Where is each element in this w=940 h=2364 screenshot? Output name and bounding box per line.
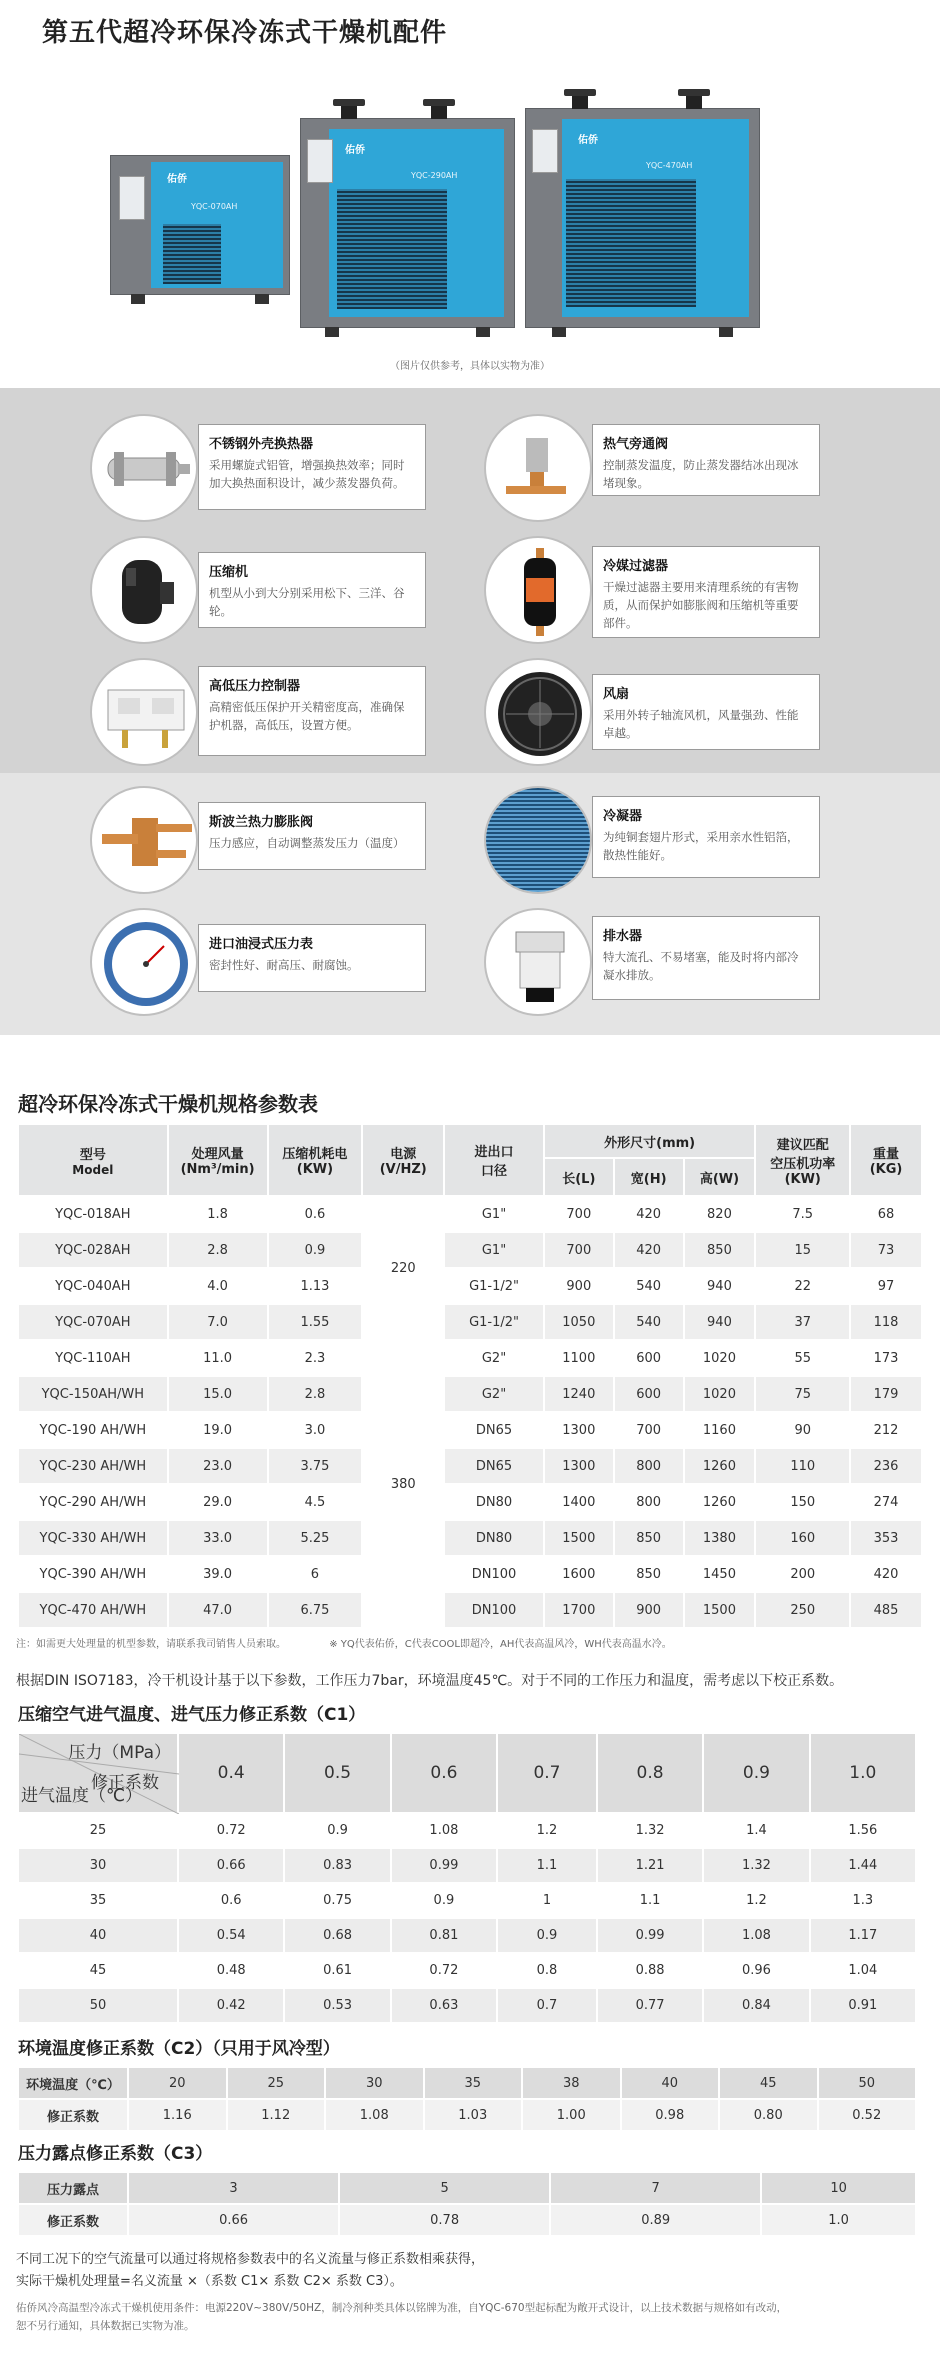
cell-weight: 212 (850, 1412, 922, 1448)
cell-compressor-power: 37 (755, 1304, 850, 1340)
cell-port: DN100 (444, 1556, 544, 1592)
c1-value: 1.1 (597, 1883, 703, 1918)
c1-value: 1.04 (810, 1953, 916, 1988)
model-label: YQC-470AH (646, 161, 693, 170)
cell-flow: 11.0 (168, 1340, 268, 1376)
c1-pressure-label: 压力（MPa） (68, 1743, 171, 1763)
cell-compressor-power: 160 (755, 1520, 850, 1556)
c1-value: 1.32 (597, 1813, 703, 1848)
c1-value: 1.21 (597, 1848, 703, 1883)
c2-factor: 1.12 (227, 2099, 326, 2131)
table-row (18, 1883, 916, 1918)
cell-model: YQC-470 AH/WH (18, 1592, 168, 1628)
footer-line-4: 恕不另行通知，具体数据已实物为准。 (16, 2320, 195, 2332)
c1-value: 0.42 (178, 1988, 284, 2023)
c1-value: 0.84 (703, 1988, 809, 2023)
dryer-machine-medium (300, 118, 515, 328)
table-row (18, 1448, 922, 1484)
cell-weight: 173 (850, 1340, 922, 1376)
dryer-machine-small (110, 155, 290, 295)
spec-notes (16, 1635, 712, 1650)
c3-dewpoint: 5 (339, 2172, 550, 2204)
c2-factor: 1.00 (522, 2099, 621, 2131)
heat-exchanger-icon (90, 414, 198, 522)
brand-logo: 佑侨 (578, 135, 598, 146)
c1-value: 0.72 (178, 1813, 284, 1848)
footer-line-1: 不同工况下的空气流量可以通过将规格参数表中的名义流量与修正系数相乘获得， (16, 2252, 485, 2267)
spec-table (17, 1123, 923, 1629)
c1-temp: 45 (18, 1953, 178, 1988)
header-power: 压缩机耗电 (KW) (268, 1124, 363, 1196)
table-row (18, 1520, 922, 1556)
c2-temp: 35 (424, 2067, 523, 2099)
c2-factor: 1.16 (128, 2099, 227, 2131)
cell-length: 1100 (544, 1340, 614, 1376)
c1-value: 1.08 (391, 1813, 497, 1848)
cell-length: 1400 (544, 1484, 614, 1520)
cell-model: YQC-150AH/WH (18, 1376, 168, 1412)
cell-length: 1600 (544, 1556, 614, 1592)
header-flow: 处理风量 (Nm³/min) (168, 1124, 268, 1196)
bypass-valve-icon (484, 414, 592, 522)
c2-temp: 30 (325, 2067, 424, 2099)
table-row (18, 1340, 922, 1376)
cell-flow: 4.0 (168, 1268, 268, 1304)
c2-temp: 38 (522, 2067, 621, 2099)
pressure-controller-icon (90, 658, 198, 766)
cell-flow: 7.0 (168, 1304, 268, 1340)
c1-pressure: 0.5 (284, 1733, 390, 1813)
c1-value: 1.56 (810, 1813, 916, 1848)
footer-line-3: 佑侨风冷高温型冷冻式干燥机使用条件：电源220V~380V/50HZ，制冷剂种类具体以铭牌为准，自YQC-670型起标配为敞开式设计，以上技术数据与规格如有改动， (16, 2302, 788, 2314)
cell-width: 600 (614, 1340, 684, 1376)
cell-length: 1300 (544, 1412, 614, 1448)
cell-compressor-power: 22 (755, 1268, 850, 1304)
model-label: YQC-070AH (191, 202, 238, 211)
c1-value: 0.61 (284, 1953, 390, 1988)
cell-width: 850 (614, 1520, 684, 1556)
cell-power: 5.25 (268, 1520, 363, 1556)
cell-length: 700 (544, 1232, 614, 1268)
cell-port: DN80 (444, 1520, 544, 1556)
cell-model: YQC-070AH (18, 1304, 168, 1340)
page-title: 第五代超冷环保冷冻式干燥机配件 (42, 18, 448, 48)
compressor-icon (90, 536, 198, 644)
cell-power: 0.6 (268, 1196, 363, 1232)
cell-height: 1020 (684, 1340, 756, 1376)
c3-dewpoint: 10 (761, 2172, 916, 2204)
cell-model: YQC-390 AH/WH (18, 1556, 168, 1592)
c3-factor: 0.89 (550, 2204, 761, 2236)
cell-port: G2" (444, 1340, 544, 1376)
c1-value: 1.08 (703, 1918, 809, 1953)
c1-temp: 40 (18, 1918, 178, 1953)
c1-factor-label: 修正系数 (91, 1773, 159, 1793)
cell-height: 1450 (684, 1556, 756, 1592)
cell-power: 1.13 (268, 1268, 363, 1304)
cell-weight: 274 (850, 1484, 922, 1520)
c1-value: 1.1 (497, 1848, 597, 1883)
table-row (18, 1196, 922, 1232)
cell-length: 1300 (544, 1448, 614, 1484)
c1-value: 0.99 (597, 1918, 703, 1953)
c2-temp-label: 环境温度（℃） (18, 2067, 128, 2099)
cell-model: YQC-330 AH/WH (18, 1520, 168, 1556)
cell-compressor-power: 7.5 (755, 1196, 850, 1232)
cell-model: YQC-040AH (18, 1268, 168, 1304)
header-compressor-power: 建议匹配 空压机功率 (KW) (755, 1124, 850, 1196)
cell-model: YQC-230 AH/WH (18, 1448, 168, 1484)
c2-title: 环境温度修正系数（C2）（只用于风冷型） (18, 2039, 340, 2059)
c1-value: 0.83 (284, 1848, 390, 1883)
cell-height: 1500 (684, 1592, 756, 1628)
c1-value: 1.17 (810, 1918, 916, 1953)
c2-temp: 40 (621, 2067, 720, 2099)
c1-value: 0.68 (284, 1918, 390, 1953)
cell-flow: 2.8 (168, 1232, 268, 1268)
cell-port: G1" (444, 1232, 544, 1268)
c2-temp: 45 (719, 2067, 818, 2099)
c1-value: 0.88 (597, 1953, 703, 1988)
c1-temp: 25 (18, 1813, 178, 1848)
cell-length: 1050 (544, 1304, 614, 1340)
cell-power: 4.5 (268, 1484, 363, 1520)
c1-pressure: 1.0 (810, 1733, 916, 1813)
cell-port: G1-1/2" (444, 1304, 544, 1340)
cell-weight: 485 (850, 1592, 922, 1628)
c1-pressure: 0.7 (497, 1733, 597, 1813)
cell-length: 1700 (544, 1592, 614, 1628)
c1-value: 0.7 (497, 1988, 597, 2023)
c1-value: 0.77 (597, 1988, 703, 2023)
table-row (18, 1412, 922, 1448)
cell-width: 600 (614, 1376, 684, 1412)
cell-port: G1" (444, 1196, 544, 1232)
cell-power: 2.8 (268, 1376, 363, 1412)
fan-icon (484, 658, 592, 766)
c3-factor: 0.78 (339, 2204, 550, 2236)
cell-flow: 23.0 (168, 1448, 268, 1484)
cell-weight: 118 (850, 1304, 922, 1340)
c2-temp: 25 (227, 2067, 326, 2099)
cell-weight: 420 (850, 1556, 922, 1592)
cell-compressor-power: 250 (755, 1592, 850, 1628)
cell-port: DN65 (444, 1448, 544, 1484)
cell-port: G1-1/2" (444, 1268, 544, 1304)
cell-compressor-power: 90 (755, 1412, 850, 1448)
cell-port: G2" (444, 1376, 544, 1412)
cell-flow: 39.0 (168, 1556, 268, 1592)
cell-height: 820 (684, 1196, 756, 1232)
brand-logo: 佑侨 (345, 145, 365, 156)
cell-width: 850 (614, 1556, 684, 1592)
cell-height: 1380 (684, 1520, 756, 1556)
cell-flow: 1.8 (168, 1196, 268, 1232)
c1-value: 0.9 (391, 1883, 497, 1918)
cell-model: YQC-110AH (18, 1340, 168, 1376)
c1-temp: 50 (18, 1988, 178, 2023)
c1-value: 0.75 (284, 1883, 390, 1918)
cell-compressor-power: 75 (755, 1376, 850, 1412)
cell-power: 6 (268, 1556, 363, 1592)
c3-title: 压力露点修正系数（C3） (18, 2144, 213, 2164)
cell-flow: 15.0 (168, 1376, 268, 1412)
c1-value: 1.44 (810, 1848, 916, 1883)
c1-value: 1.2 (703, 1883, 809, 1918)
dryer-machine-large (525, 108, 760, 328)
c2-factor: 0.98 (621, 2099, 720, 2131)
table-row (18, 1918, 916, 1953)
c1-value: 1.3 (810, 1883, 916, 1918)
spec-note: 注：如需更大处理量的机型参数，请联系我司销售人员索取。 (16, 1639, 286, 1650)
c1-value: 0.63 (391, 1988, 497, 2023)
c2-factor: 0.52 (818, 2099, 917, 2131)
c1-value: 0.72 (391, 1953, 497, 1988)
cell-length: 1240 (544, 1376, 614, 1412)
cell-height: 850 (684, 1232, 756, 1268)
cell-flow: 29.0 (168, 1484, 268, 1520)
cell-width: 540 (614, 1268, 684, 1304)
cell-flow: 19.0 (168, 1412, 268, 1448)
cell-weight: 353 (850, 1520, 922, 1556)
cell-length: 1500 (544, 1520, 614, 1556)
table-row (18, 1268, 922, 1304)
header-model: 型号 Model (18, 1124, 168, 1196)
c1-title: 压缩空气进气温度、进气压力修正系数（C1） (18, 1705, 366, 1725)
spec-table-title: 超冷环保冷冻式干燥机规格参数表 (18, 1092, 318, 1116)
cell-width: 420 (614, 1196, 684, 1232)
c1-value: 0.9 (497, 1918, 597, 1953)
cell-weight: 68 (850, 1196, 922, 1232)
cell-flow: 33.0 (168, 1520, 268, 1556)
spec-legend: ※ YQ代表佑侨，C代表COOL即超冷，AH代表高温风冷，WH代表高温水冷。 (329, 1639, 672, 1650)
c1-value: 0.66 (178, 1848, 284, 1883)
cell-flow: 47.0 (168, 1592, 268, 1628)
cell-model: YQC-018AH (18, 1196, 168, 1232)
cell-power: 2.3 (268, 1340, 363, 1376)
table-row (18, 1848, 916, 1883)
image-caption: （图片仅供参考，具体以实物为准） (390, 361, 550, 372)
cell-height: 940 (684, 1304, 756, 1340)
cell-width: 700 (614, 1412, 684, 1448)
table-row (18, 1556, 922, 1592)
c3-dewpoint: 7 (550, 2172, 761, 2204)
cell-length: 700 (544, 1196, 614, 1232)
c1-table (17, 1732, 917, 2024)
cell-width: 800 (614, 1484, 684, 1520)
c1-value: 1.2 (497, 1813, 597, 1848)
c1-temp: 30 (18, 1848, 178, 1883)
cell-compressor-power: 15 (755, 1232, 850, 1268)
cell-port: DN100 (444, 1592, 544, 1628)
c2-temp: 50 (818, 2067, 917, 2099)
cell-power: 3.0 (268, 1412, 363, 1448)
filter-drier-icon (484, 536, 592, 644)
c1-value: 1.4 (703, 1813, 809, 1848)
cell-height: 1260 (684, 1448, 756, 1484)
expansion-valve-icon (90, 786, 198, 894)
cell-supply-220: 220 (362, 1196, 444, 1340)
parts-section: 不锈钢外壳换热器 采用螺旋式铝管，增强换热效率；同时加大换热面积设计，减少蒸发器负荷。 压缩机 机型从小到大分别采用松下、三洋、谷轮。 高低压力控制器 高精密低压保护开关精密度高，准确保护机器，高低压，设置方便。 斯波兰热力膨胀阀 压力感应，自动调整蒸发压力（温度） 进口油浸式压力表 密封性好、耐高压、耐腐蚀。 热气旁通阀 控制蒸发温度，防止蒸发器结冰出现冰堵现象。 冷媒过滤器 干燥过滤器主要用来清理系统的有害物质，从而保护如膨胀阀和压缩机等重要部件。 风扇 采用外转子轴流风机，风量强劲、性能卓越。 冷凝器 为纯铜套翅片形式，采用亲水性铝箔，散热性能好。 排水器 特大流孔、不易堵塞，能及时将内部冷凝水排放。 (0, 388, 940, 1035)
table-row (18, 1988, 916, 2023)
c1-value: 1 (497, 1883, 597, 1918)
cell-width: 800 (614, 1448, 684, 1484)
cell-compressor-power: 110 (755, 1448, 850, 1484)
cell-supply-380: 380 (362, 1340, 444, 1628)
cell-height: 940 (684, 1268, 756, 1304)
c1-axis-labels (18, 1733, 178, 1813)
c1-pressure: 0.8 (597, 1733, 703, 1813)
cell-power: 0.9 (268, 1232, 363, 1268)
c1-value: 0.91 (810, 1988, 916, 2023)
table-row (18, 1953, 916, 1988)
c1-value: 0.9 (284, 1813, 390, 1848)
c1-temp-label: 进气温度（℃） (21, 1786, 143, 1806)
cell-height: 1020 (684, 1376, 756, 1412)
condenser-icon (484, 786, 592, 894)
footer-line-2: 实际干燥机处理量=名义流量 ×（系数 C1× 系数 C2× 系数 C3）。 (16, 2274, 403, 2289)
c1-value: 0.96 (703, 1953, 809, 1988)
cell-width: 900 (614, 1592, 684, 1628)
brand-logo: 佑侨 (167, 174, 187, 185)
c1-value: 0.53 (284, 1988, 390, 2023)
header-dimensions: 外形尺寸(mm) (544, 1124, 755, 1158)
cell-width: 420 (614, 1232, 684, 1268)
c1-value: 0.54 (178, 1918, 284, 1953)
cell-compressor-power: 150 (755, 1484, 850, 1520)
cell-power: 3.75 (268, 1448, 363, 1484)
c1-value: 0.99 (391, 1848, 497, 1883)
model-label: YQC-290AH (411, 171, 458, 180)
table-row (18, 1304, 922, 1340)
cell-weight: 73 (850, 1232, 922, 1268)
table-row (18, 1813, 916, 1848)
c2-factor: 1.03 (424, 2099, 523, 2131)
c1-pressure: 0.6 (391, 1733, 497, 1813)
cell-weight: 236 (850, 1448, 922, 1484)
c2-factor: 1.08 (325, 2099, 424, 2131)
table-row (18, 1232, 922, 1268)
cell-weight: 179 (850, 1376, 922, 1412)
c2-table (17, 2066, 917, 2132)
cell-compressor-power: 200 (755, 1556, 850, 1592)
correction-intro: 根据DIN ISO7183，冷干机设计基于以下参数，工作压力7bar，环境温度45℃。对于不同的工作压力和温度，需考虑以下校正系数。 (16, 1673, 844, 1689)
cell-width: 540 (614, 1304, 684, 1340)
c1-pressure: 0.4 (178, 1733, 284, 1813)
c3-factor: 0.66 (128, 2204, 339, 2236)
c3-dewpoint: 3 (128, 2172, 339, 2204)
c3-factor: 1.0 (761, 2204, 916, 2236)
cell-height: 1260 (684, 1484, 756, 1520)
c1-value: 0.48 (178, 1953, 284, 1988)
c1-value: 1.32 (703, 1848, 809, 1883)
c3-table (17, 2171, 917, 2237)
c3-factor-label: 修正系数 (18, 2204, 128, 2236)
c2-factor: 0.80 (719, 2099, 818, 2131)
cell-model: YQC-190 AH/WH (18, 1412, 168, 1448)
header-weight: 重量 (KG) (850, 1124, 922, 1196)
cell-model: YQC-028AH (18, 1232, 168, 1268)
c1-value: 0.8 (497, 1953, 597, 1988)
cell-height: 1160 (684, 1412, 756, 1448)
header-width: 宽(H) (614, 1158, 684, 1196)
cell-power: 1.55 (268, 1304, 363, 1340)
c1-temp: 35 (18, 1883, 178, 1918)
c2-factor-label: 修正系数 (18, 2099, 128, 2131)
cell-model: YQC-290 AH/WH (18, 1484, 168, 1520)
header-supply: 电源 (V/HZ) (362, 1124, 444, 1196)
table-row (18, 1484, 922, 1520)
cell-length: 900 (544, 1268, 614, 1304)
cell-port: DN80 (444, 1484, 544, 1520)
cell-port: DN65 (444, 1412, 544, 1448)
c3-dewpoint-label: 压力露点 (18, 2172, 128, 2204)
c1-value: 0.81 (391, 1918, 497, 1953)
header-port: 进出口 口径 (444, 1124, 544, 1196)
header-height: 高(W) (684, 1158, 756, 1196)
drain-valve-icon (484, 908, 592, 1016)
table-row (18, 1592, 922, 1628)
cell-compressor-power: 55 (755, 1340, 850, 1376)
pressure-gauge-icon (90, 908, 198, 1016)
c1-value: 0.6 (178, 1883, 284, 1918)
c1-pressure: 0.9 (703, 1733, 809, 1813)
table-row (18, 1376, 922, 1412)
c2-temp: 20 (128, 2067, 227, 2099)
cell-power: 6.75 (268, 1592, 363, 1628)
product-image (0, 60, 940, 355)
cell-weight: 97 (850, 1268, 922, 1304)
header-length: 长(L) (544, 1158, 614, 1196)
